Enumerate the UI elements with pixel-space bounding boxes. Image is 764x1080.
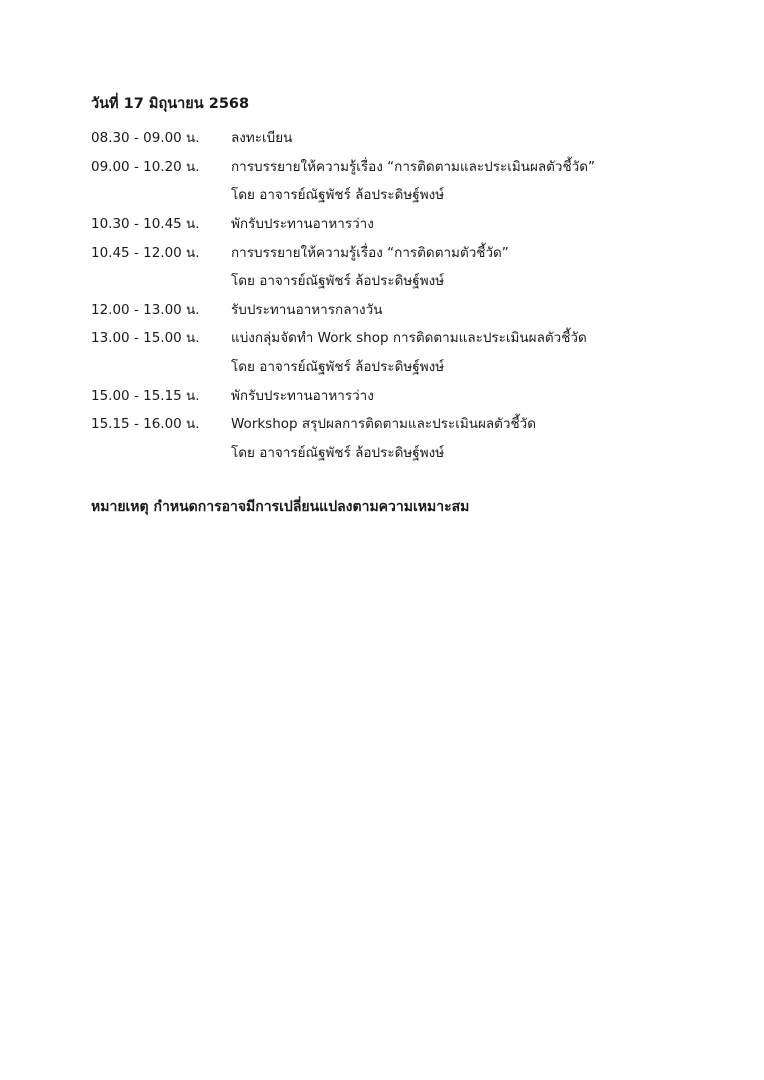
- schedule-speaker: โดย อาจารย์ณัฐพัชร์ ล้อประดิษฐ์พงษ์: [231, 187, 445, 204]
- remark-note: หมายเหตุ กำหนดการอาจมีการเปลี่ยนแปลงตามความเหมาะสม: [91, 499, 470, 515]
- schedule-row: [91, 381, 731, 410]
- schedule-time: 13.00 - 15.00 น.: [91, 330, 200, 347]
- schedule-speaker: โดย อาจารย์ณัฐพัชร์ ล้อประดิษฐ์พงษ์: [231, 273, 445, 290]
- schedule-description: ลงทะเบียน: [231, 130, 293, 147]
- schedule-row: [91, 353, 731, 382]
- schedule-speaker: โดย อาจารย์ณัฐพัชร์ ล้อประดิษฐ์พงษ์: [231, 359, 445, 376]
- schedule-row: [91, 238, 731, 267]
- date-heading: วันที่ 17 มิถุนายน 2568: [91, 96, 250, 112]
- schedule-time: 10.45 - 12.00 น.: [91, 244, 200, 261]
- schedule-time: 15.15 - 16.00 น.: [91, 416, 200, 433]
- schedule-description: พักรับประทานอาหารว่าง: [231, 387, 374, 404]
- schedule-row: [91, 296, 731, 325]
- schedule-description: Workshop สรุปผลการติดตามและประเมินผลตัวชี้วัด: [231, 416, 537, 433]
- schedule-time: 08.30 - 09.00 น.: [91, 130, 200, 147]
- schedule-description: พักรับประทานอาหารว่าง: [231, 216, 374, 233]
- schedule-speaker: โดย อาจารย์ณัฐพัชร์ ล้อประดิษฐ์พงษ์: [231, 444, 445, 461]
- schedule-row: [91, 410, 731, 439]
- schedule-row: [91, 210, 731, 239]
- schedule-row: [91, 153, 731, 182]
- schedule-description: การบรรยายให้ความรู้เรื่อง “การติดตามและประเมินผลตัวชี้วัด”: [231, 158, 596, 175]
- schedule-row: [91, 267, 731, 296]
- schedule-description: การบรรยายให้ความรู้เรื่อง “การติดตามตัวชี้วัด”: [231, 244, 509, 261]
- schedule-row: [91, 124, 731, 153]
- schedule-time: 15.00 - 15.15 น.: [91, 387, 200, 404]
- schedule-description: แบ่งกลุ่มจัดทำ Work shop การติดตามและประเมินผลตัวชี้วัด: [231, 330, 587, 347]
- schedule-list: [91, 124, 731, 467]
- schedule-time: 09.00 - 10.20 น.: [91, 158, 200, 175]
- schedule-row: [91, 324, 731, 353]
- schedule-row: [91, 439, 731, 468]
- schedule-time: 10.30 - 10.45 น.: [91, 216, 200, 233]
- schedule-row: [91, 181, 731, 210]
- schedule-time: 12.00 - 13.00 น.: [91, 301, 200, 318]
- schedule-description: รับประทานอาหารกลางวัน: [231, 301, 383, 318]
